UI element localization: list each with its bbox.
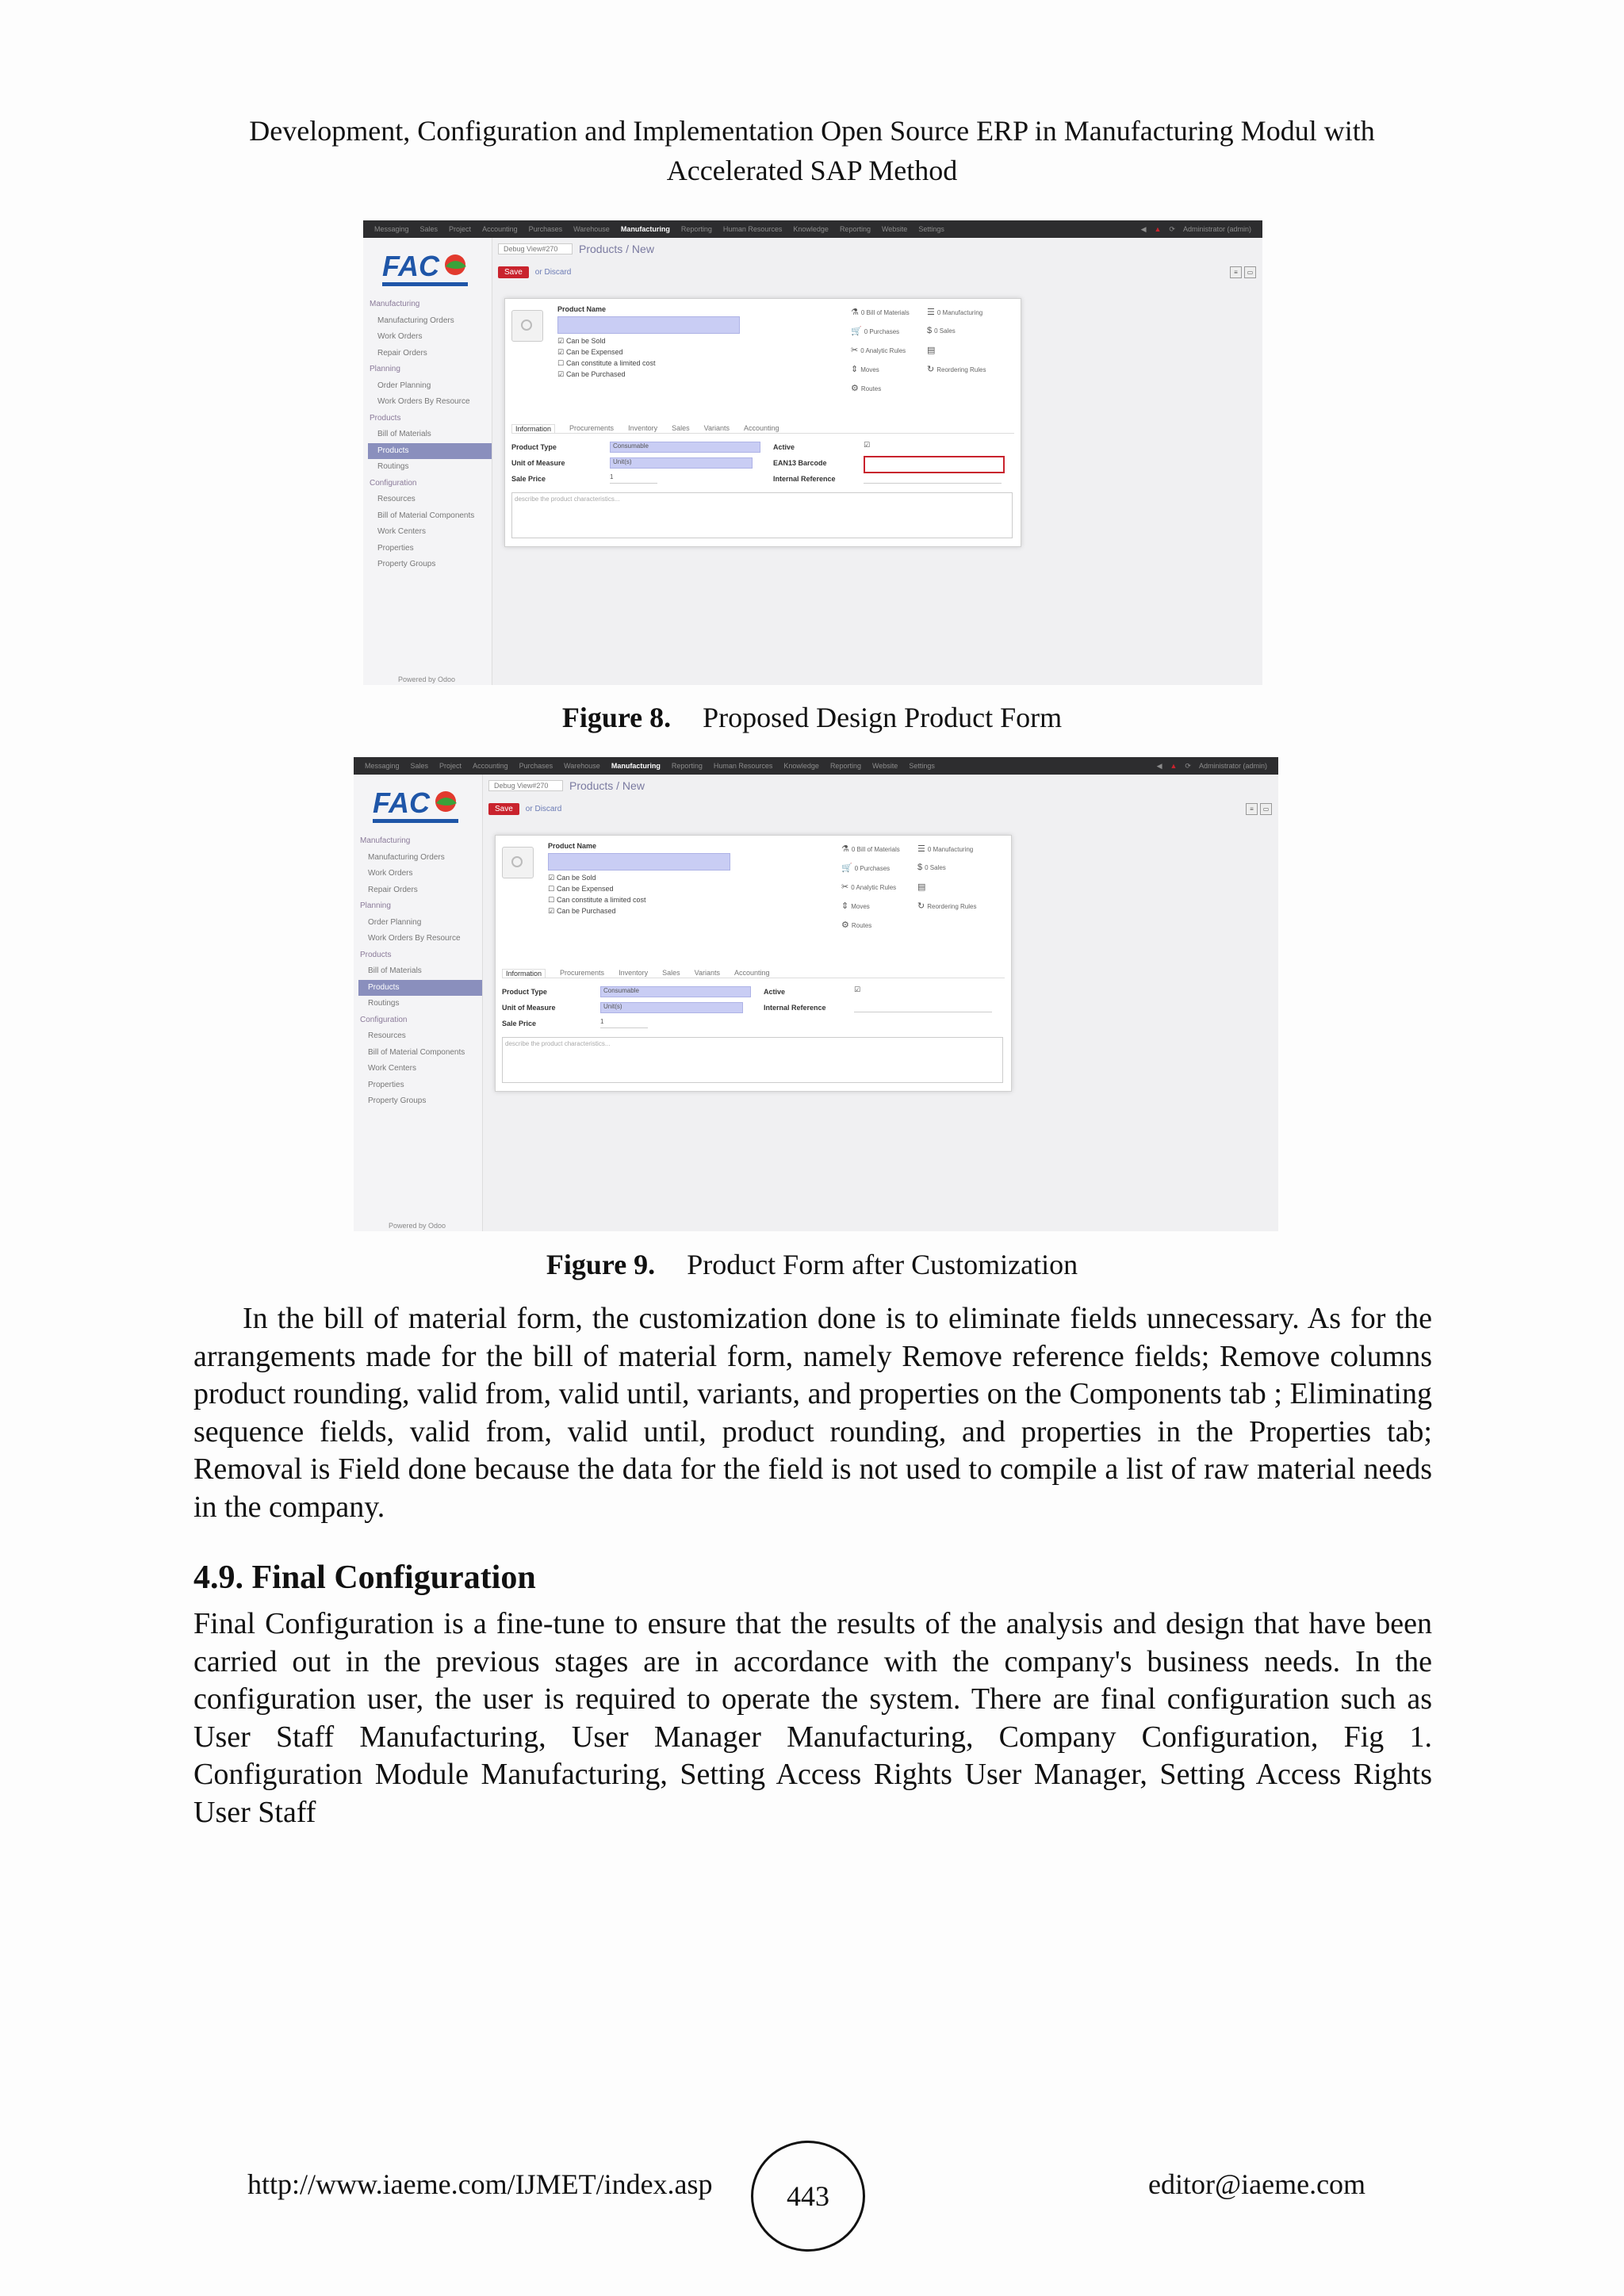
stat-icon: 🛒 <box>841 863 852 873</box>
description-textarea[interactable]: describe the product characteristics... <box>511 492 1013 538</box>
form-tab[interactable]: Sales <box>662 969 680 977</box>
stat-label: 0 Manufacturing <box>936 309 983 316</box>
alert-icon[interactable]: ▲ <box>1170 762 1178 770</box>
stat-button[interactable] <box>927 307 982 317</box>
ean13-highlight <box>864 456 1005 473</box>
top-menu-item[interactable]: Settings <box>909 762 935 770</box>
sidebar-item[interactable]: Products <box>358 980 482 997</box>
sidebar <box>363 238 492 685</box>
internal-reference-input[interactable] <box>854 1002 992 1012</box>
top-menu-item[interactable]: Reporting <box>680 225 712 233</box>
checkbox-row[interactable] <box>548 907 616 916</box>
checkbox-row[interactable] <box>557 337 605 346</box>
sidebar-item[interactable]: Work Centers <box>377 527 426 536</box>
checkbox-label: Can constitute a limited cost <box>556 896 646 904</box>
running-header <box>190 111 1434 190</box>
checkbox-checked-icon[interactable]: ☑ <box>548 908 557 916</box>
ean13-label: EAN13 Barcode <box>773 459 827 467</box>
alert-icon[interactable]: ▲ <box>1154 225 1162 233</box>
sidebar-item[interactable]: Planning <box>360 901 391 910</box>
sale-price-input[interactable]: 1 <box>600 1018 648 1028</box>
form-tab[interactable]: Information <box>502 969 546 978</box>
checkbox-row[interactable] <box>557 370 626 379</box>
stat-button[interactable] <box>851 307 910 317</box>
top-menu-bar <box>363 220 1262 238</box>
save-button[interactable]: Save <box>498 266 529 278</box>
stat-icon: ⚙ <box>841 920 849 930</box>
top-menu-item[interactable]: Purchases <box>519 762 553 770</box>
breadcrumb <box>498 243 654 255</box>
sidebar-item[interactable]: Manufacturing Orders <box>368 852 445 862</box>
form-buttons <box>498 266 571 278</box>
sidebar-item[interactable]: Order Planning <box>368 917 422 927</box>
form-tab[interactable]: Accounting <box>733 969 770 977</box>
stat-button[interactable] <box>841 844 900 854</box>
stat-icon: ⇕ <box>841 901 849 911</box>
stat-icon: ↻ <box>927 365 935 374</box>
chat-icon[interactable]: ◀ <box>1140 224 1147 233</box>
paragraph-bom-customization <box>193 1300 1432 1526</box>
form-tab[interactable]: Variants <box>694 969 720 977</box>
debug-select[interactable]: Debug View#270 <box>488 780 563 791</box>
footer-url[interactable]: http://www.iaeme.com/IJMET/index.asp <box>247 2168 713 2200</box>
product-image-placeholder[interactable] <box>502 847 534 878</box>
internal-reference-label: Internal Reference <box>773 475 836 483</box>
checkbox-empty-icon[interactable]: ☐ <box>548 886 557 894</box>
top-menu-item[interactable]: Project <box>449 225 472 233</box>
figure9-caption <box>0 1248 1624 1281</box>
figure9-screenshot <box>354 757 1278 1231</box>
page-number <box>751 2141 865 2252</box>
active-checkbox[interactable]: ☑ <box>854 986 861 994</box>
sidebar-item[interactable]: Bill of Materials <box>368 966 422 975</box>
sidebar-nav <box>358 833 482 1110</box>
sidebar-item[interactable]: Products <box>368 443 492 460</box>
checkbox-label: Can be Expensed <box>556 885 614 893</box>
sale-price-label: Sale Price <box>502 1020 537 1027</box>
sidebar-item[interactable]: Work Orders By Resource <box>368 934 461 943</box>
top-menu-item[interactable]: Accounting <box>473 762 508 770</box>
form-tabs <box>511 424 1014 434</box>
figure8-caption <box>0 701 1624 734</box>
stat-icon: ↻ <box>917 901 925 911</box>
checkbox-checked-icon[interactable]: ☑ <box>557 338 566 346</box>
stat-label: Moves <box>860 366 879 373</box>
stat-button[interactable] <box>917 844 973 854</box>
top-menu-item[interactable]: Sales <box>410 762 429 770</box>
top-menu-item[interactable]: Purchases <box>528 225 563 233</box>
figure8-screenshot <box>363 220 1262 685</box>
checkbox-row[interactable] <box>557 348 623 357</box>
form-view-icon[interactable]: ▭ <box>1244 266 1256 278</box>
top-menu-item[interactable]: Reporting <box>671 762 703 770</box>
top-menu-bar <box>354 757 1278 775</box>
refresh-icon[interactable]: ⟳ <box>1169 224 1175 233</box>
top-menu-item[interactable]: Project <box>439 762 462 770</box>
stat-label: Routes <box>860 385 882 392</box>
product-name-label: Product Name <box>548 842 597 850</box>
product-type-label: Product Type <box>511 443 557 451</box>
stat-icon: ☰ <box>917 844 925 854</box>
top-menu-item[interactable]: Messaging <box>365 762 400 770</box>
sidebar-item[interactable]: Property Groups <box>377 560 436 568</box>
sidebar-item[interactable]: Planning <box>370 365 400 373</box>
top-menu-item[interactable]: Messaging <box>374 225 409 233</box>
sidebar-item[interactable]: Repair Orders <box>368 885 418 894</box>
stat-button[interactable] <box>841 920 871 930</box>
product-name-input[interactable] <box>557 316 740 334</box>
active-label: Active <box>764 988 786 996</box>
stat-button[interactable] <box>841 901 870 911</box>
sidebar-item[interactable]: Manufacturing Orders <box>377 316 454 325</box>
top-menu-item[interactable]: Sales <box>419 225 439 233</box>
sidebar-item[interactable]: Configuration <box>360 1015 408 1024</box>
sidebar-item[interactable]: Bill of Materials <box>377 430 431 438</box>
stat-button[interactable] <box>917 863 946 872</box>
top-menu-item[interactable]: Human Resources <box>722 225 783 233</box>
uom-select[interactable]: Unit(s) <box>600 1002 743 1013</box>
sidebar-item[interactable]: Properties <box>368 1080 404 1089</box>
stat-icon: $ <box>917 863 923 872</box>
stat-icon: ⚗ <box>841 844 849 854</box>
company-logo <box>379 246 473 292</box>
view-switcher <box>1230 266 1256 278</box>
checkbox-row[interactable] <box>548 885 614 894</box>
checkbox-label: Can be Expensed <box>565 348 623 356</box>
sidebar-item[interactable]: Products <box>360 950 392 959</box>
top-menu-item[interactable]: Manufacturing <box>620 225 670 233</box>
figure8-title: Proposed Design Product Form <box>703 702 1063 733</box>
stat-icon: ☰ <box>927 308 935 317</box>
form-tab[interactable]: Sales <box>672 424 690 432</box>
stat-label: 0 Purchases <box>854 865 891 872</box>
product-type-label: Product Type <box>502 988 547 996</box>
section-heading: 4.9. Final Configuration <box>193 1559 536 1596</box>
refresh-icon[interactable]: ⟳ <box>1185 761 1191 770</box>
sidebar-item[interactable]: Resources <box>368 1031 406 1040</box>
stat-button[interactable] <box>851 383 881 393</box>
stat-button[interactable] <box>927 345 937 355</box>
stat-button[interactable] <box>841 882 896 892</box>
checkbox-label: Can be Sold <box>556 874 596 882</box>
svg-text:FAC: FAC <box>382 250 439 282</box>
sidebar-item[interactable]: Work Orders <box>368 869 413 878</box>
stat-icon: ✂ <box>841 882 849 892</box>
form-tabs <box>502 969 1005 978</box>
stat-icon: ▤ <box>917 882 926 892</box>
stat-label: 0 Sales <box>934 327 956 335</box>
paragraph1-text: In the bill of material form, the customization done is to eliminate fields unnecessary. As for the arrangements made for the bill of material form, namely Remove reference fields; Remove columns product rounding, valid from, valid until, variants, and properties on the Components tab ; Eliminating sequence fields, valid from, valid until, product rounding, and properties in the Properties tab; Removal is Field done because the data for the field is not used to compile a list of raw material needs in the company. <box>193 1302 1432 1524</box>
uom-label: Unit of Measure <box>511 459 565 467</box>
form-tab[interactable]: Procurements <box>560 969 605 977</box>
checkbox-label: Can be Purchased <box>556 907 616 915</box>
discard-link[interactable]: or Discard <box>534 268 572 277</box>
powered-by[interactable]: Powered by Odoo <box>389 1222 446 1230</box>
stat-icon: ✂ <box>851 346 859 355</box>
top-menu-item[interactable]: Settings <box>918 225 944 233</box>
internal-reference-input[interactable] <box>864 473 1002 484</box>
figure8-label: Figure 8. <box>561 702 672 733</box>
sidebar-item[interactable]: Routings <box>377 462 409 471</box>
active-label: Active <box>773 443 795 451</box>
list-view-icon[interactable]: ≡ <box>1230 266 1242 278</box>
stat-button[interactable] <box>851 345 906 355</box>
top-menu-item[interactable]: Warehouse <box>573 225 610 233</box>
form-view-icon[interactable]: ▭ <box>1260 803 1272 815</box>
user-menu[interactable]: Administrator (admin) <box>1198 762 1267 770</box>
figure9-title: Product Form after Customization <box>687 1249 1078 1280</box>
svg-text:FAC: FAC <box>373 786 430 819</box>
checkbox-checked-icon[interactable]: ☑ <box>557 349 566 357</box>
product-form-sheet <box>495 835 1012 1092</box>
sidebar-item[interactable]: Products <box>370 413 401 423</box>
breadcrumb <box>488 779 645 792</box>
internal-reference-label: Internal Reference <box>764 1004 826 1012</box>
product-name-input[interactable] <box>548 853 730 871</box>
checkbox-row[interactable] <box>548 874 596 882</box>
checkbox-checked-icon[interactable]: ☑ <box>548 874 557 882</box>
stat-label: 0 Sales <box>925 864 946 871</box>
checkbox-empty-icon[interactable]: ☐ <box>548 897 557 905</box>
product-type-select[interactable]: Consumable <box>610 442 760 453</box>
stat-label: Reordering Rules <box>927 903 977 910</box>
stat-button[interactable] <box>851 326 899 336</box>
user-menu[interactable]: Administrator (admin) <box>1182 225 1251 233</box>
stat-button[interactable] <box>917 901 976 911</box>
figure9-label: Figure 9. <box>546 1249 656 1280</box>
breadcrumb-title: Products / New <box>569 779 645 792</box>
form-tab[interactable]: Variants <box>703 424 730 432</box>
sidebar-item[interactable]: Work Centers <box>368 1064 416 1073</box>
checkbox-label: Can be Sold <box>565 337 606 345</box>
sidebar-item[interactable]: Bill of Material Components <box>368 1047 465 1057</box>
stat-label: Reordering Rules <box>936 366 986 373</box>
stat-icon: $ <box>927 326 933 335</box>
stat-label: 0 Manufacturing <box>927 846 974 853</box>
top-menu-item[interactable]: Knowledge <box>783 762 819 770</box>
sidebar-item[interactable]: Repair Orders <box>377 348 427 358</box>
debug-select[interactable]: Debug View#270 <box>498 243 573 254</box>
form-tab[interactable]: Inventory <box>619 969 649 977</box>
checkbox-checked-icon[interactable]: ☑ <box>557 371 566 379</box>
sidebar-item[interactable]: Properties <box>377 543 414 553</box>
stat-button[interactable] <box>841 863 890 873</box>
form-tab[interactable]: Inventory <box>628 424 658 432</box>
uom-select[interactable]: Unit(s) <box>610 457 753 469</box>
uom-label: Unit of Measure <box>502 1004 556 1012</box>
form-tab[interactable]: Procurements <box>569 424 615 432</box>
top-menu-item[interactable]: Website <box>881 225 908 233</box>
stat-label: Routes <box>851 922 872 929</box>
stat-label: 0 Analytic Rules <box>851 884 897 891</box>
top-menu-item[interactable]: Reporting <box>829 762 861 770</box>
top-bar-right <box>1157 762 1267 771</box>
powered-by[interactable]: Powered by Odoo <box>398 675 456 683</box>
stat-button[interactable] <box>927 364 986 374</box>
sale-price-label: Sale Price <box>511 475 546 483</box>
discard-link[interactable]: or Discard <box>525 805 562 813</box>
top-menu-item[interactable]: Reporting <box>839 225 871 233</box>
sidebar-item[interactable]: Work Orders By Resource <box>377 397 470 406</box>
company-logo <box>370 783 463 828</box>
sidebar-item[interactable]: Order Planning <box>377 381 431 390</box>
stat-icon: ▤ <box>927 346 936 355</box>
top-menu-item[interactable]: Knowledge <box>793 225 829 233</box>
stat-icon: ⚙ <box>851 384 859 393</box>
top-bar-right <box>1141 225 1251 234</box>
sidebar-item[interactable]: Property Groups <box>368 1096 427 1105</box>
checkbox-row[interactable] <box>557 359 656 368</box>
form-tab[interactable]: Information <box>511 424 555 433</box>
form-tab[interactable]: Accounting <box>743 424 779 432</box>
checkbox-row[interactable] <box>548 896 646 905</box>
checkbox-label: Can constitute a limited cost <box>565 359 656 367</box>
product-name-label: Product Name <box>557 305 607 313</box>
sidebar-nav <box>368 297 492 573</box>
product-image-placeholder[interactable] <box>511 310 543 342</box>
sidebar-item[interactable]: Manufacturing <box>360 836 411 845</box>
sidebar-item[interactable]: Routings <box>368 999 400 1008</box>
stat-button[interactable] <box>917 882 928 892</box>
top-menu-item[interactable]: Warehouse <box>564 762 600 770</box>
page-number-text: 443 <box>787 2180 829 2212</box>
product-type-select[interactable]: Consumable <box>600 986 751 997</box>
top-menu-item[interactable]: Manufacturing <box>611 762 661 770</box>
checkbox-empty-icon[interactable]: ☐ <box>557 360 566 368</box>
product-form-sheet <box>504 298 1021 547</box>
running-header-line1: Development, Configuration and Implementation Open Source ERP in Manufacturing Modul with <box>249 115 1375 147</box>
top-menu-item[interactable]: Accounting <box>482 225 518 233</box>
stat-button[interactable] <box>927 326 956 335</box>
stat-icon: ⚗ <box>851 308 859 317</box>
stat-label: Moves <box>851 903 870 910</box>
stat-label: 0 Bill of Materials <box>851 846 900 853</box>
list-view-icon[interactable]: ≡ <box>1246 803 1258 815</box>
breadcrumb-title: Products / New <box>579 243 654 255</box>
stat-label: 0 Analytic Rules <box>860 347 906 354</box>
sidebar-item[interactable]: Configuration <box>370 478 417 488</box>
top-menu-item[interactable]: Website <box>871 762 898 770</box>
stat-label: 0 Purchases <box>864 328 900 335</box>
save-button[interactable]: Save <box>488 803 519 815</box>
sidebar-item[interactable]: Work Orders <box>377 332 423 341</box>
description-textarea[interactable]: describe the product characteristics... <box>502 1037 1003 1083</box>
view-switcher <box>1246 803 1272 815</box>
sale-price-input[interactable]: 1 <box>610 473 657 484</box>
form-buttons <box>488 803 561 815</box>
sidebar-item[interactable]: Bill of Material Components <box>377 511 475 520</box>
paragraph-final-configuration <box>193 1605 1432 1831</box>
sidebar-item[interactable]: Manufacturing <box>370 300 420 308</box>
sidebar <box>354 775 483 1231</box>
active-checkbox[interactable]: ☑ <box>864 442 871 450</box>
stat-icon: ⇕ <box>851 365 859 374</box>
top-menu-item[interactable]: Human Resources <box>713 762 773 770</box>
stat-label: 0 Bill of Materials <box>860 309 910 316</box>
sidebar-item[interactable]: Resources <box>377 495 416 503</box>
footer-email[interactable]: editor@iaeme.com <box>1148 2168 1366 2200</box>
chat-icon[interactable]: ◀ <box>1156 761 1162 770</box>
paragraph2-text: Final Configuration is a fine-tune to ensure that the results of the analysis and design that have been carried out in the previous stages are in accordance with the company's business needs. In the configuration user, the user is required to operate the system. There are final configuration such as User Staff Manufacturing, User Manager Manufacturing, Company Configuration, Fig 1. Configuration Module Manufacturing, Setting Access Rights User Manager, Setting Access Rights User Staff <box>193 1607 1432 1829</box>
running-header-line2: Accelerated SAP Method <box>666 155 958 186</box>
stat-icon: 🛒 <box>851 327 862 336</box>
stat-button[interactable] <box>851 364 879 374</box>
checkbox-label: Can be Purchased <box>565 370 626 378</box>
